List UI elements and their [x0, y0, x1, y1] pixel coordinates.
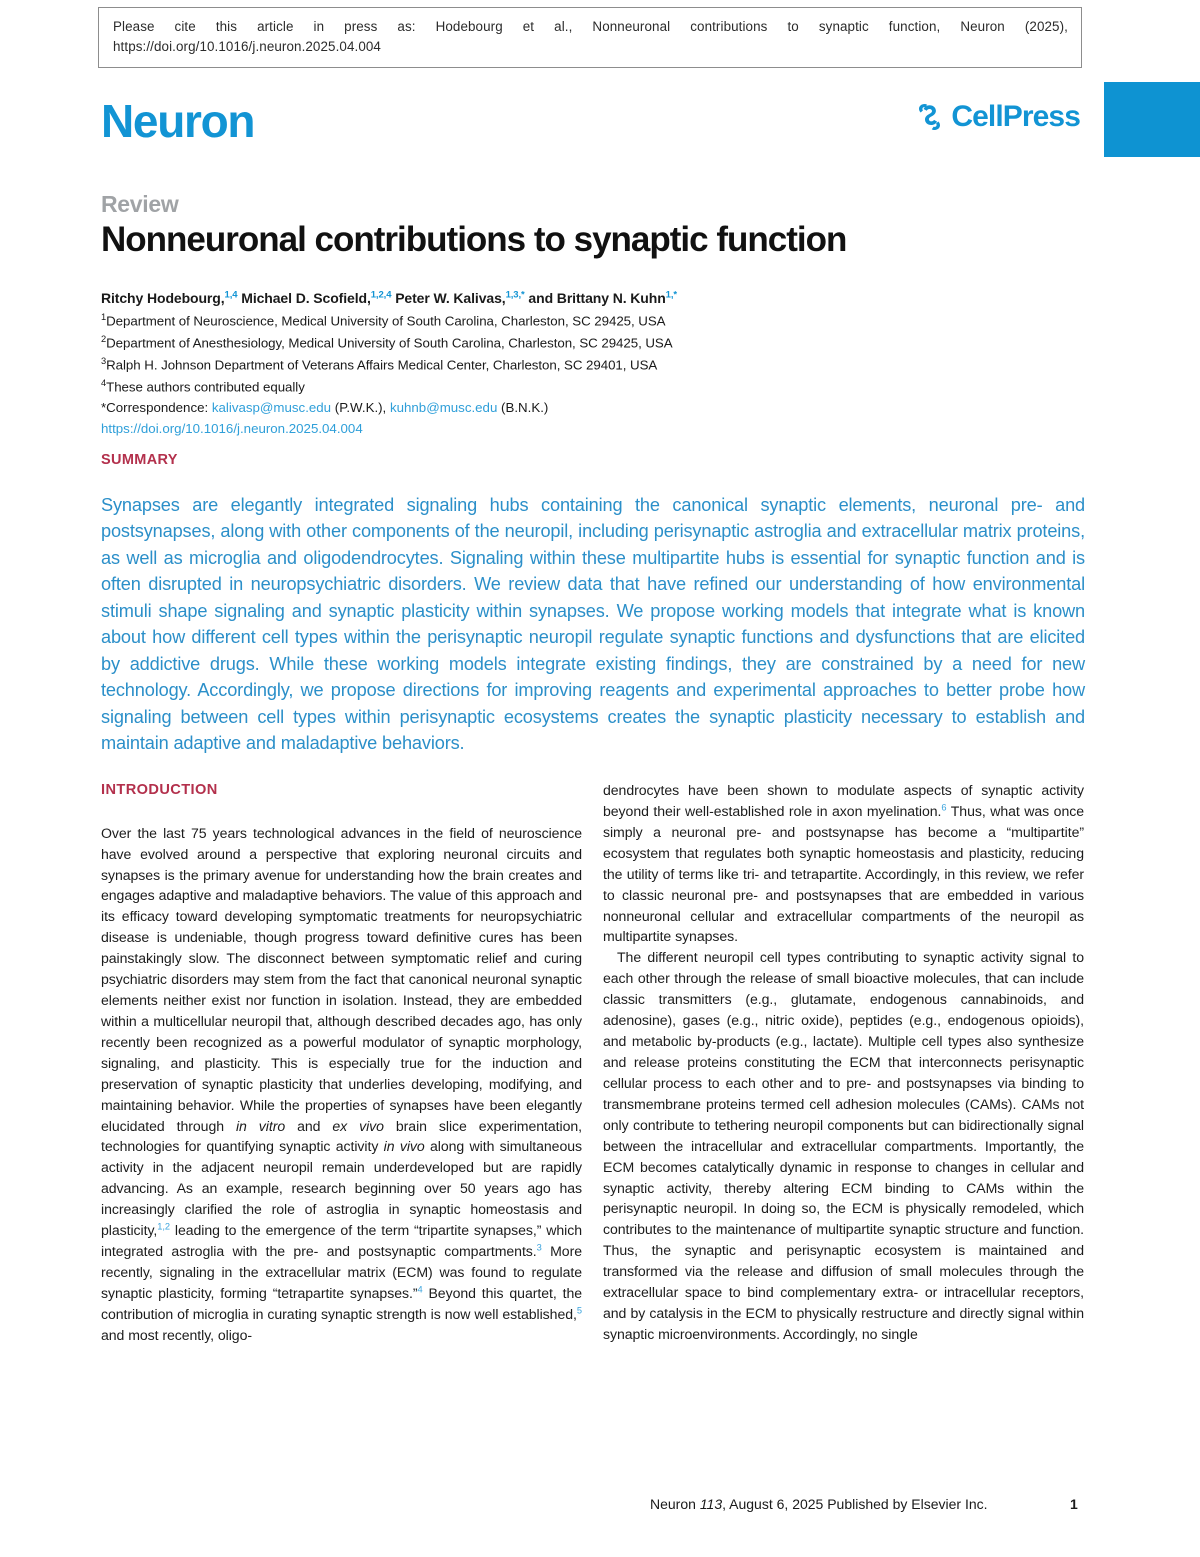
affiliation-text: Ralph H. Johnson Department of Veterans Affairs Medical Center, Charleston, SC 29401, USA: [106, 357, 658, 373]
reference-citation: 4: [417, 1284, 423, 1295]
correspondence-email-kalivas[interactable]: kalivasp@musc.edu: [211, 400, 332, 416]
body-column-left: [101, 780, 582, 1346]
reference-citation: 3: [536, 1242, 542, 1253]
paragraph-intro-2: The different neuropil cell types contributing to synaptic activity signal to each other through the release of small bioactive molecules, that can include classic transmitters (e.g., glutamate, endogenous cannabinoids, and adenosine), gases (e.g., nitric oxide), peptides (e.g., endogenous opioids), and metabolic by-products (e.g., lactate). Multiple cell types also synthesize and release proteins constituting the ECM that interconnects perisynaptic cellular process to each other and to pre- and postsynapses via binding to transmembrane proteins termed cell adhesion molecules (CAMs). CAMs not only contribute to tethering neuropil components but can bidirectionally signal between the intracellular and extracellular compartments. Importantly, the ECM becomes catalytically dynamic in response to changes in cellular and synaptic activity, thereby altering ECM binding to CAMs within the perisynaptic neuropil. In doing so, the ECM is physically remodeled, which contributes to the maintenance of multipartite synaptic structure and function. Thus, the synaptic and perisynaptic ecosystem is maintained and transformed via the release and diffusion of small molecules through the extracellular space to bind complementary extra- or intracellular receptors, and by catalysis in the ECM to physically restructure and directly signal within synaptic microenvironments. Accordingly, no single: [603, 949, 1084, 1342]
affiliation-3: [101, 354, 1085, 376]
authors-and-affiliations: [101, 288, 1085, 440]
doi-link[interactable]: https://doi.org/10.1016/j.neuron.2025.04.004: [101, 421, 363, 436]
author-affiliation-marker: 1,4: [224, 289, 238, 301]
cellpress-swirl-icon: [916, 103, 942, 131]
correspondence-email-kuhn[interactable]: kuhnb@musc.edu: [389, 400, 498, 416]
page-title: Nonneuronal contributions to synaptic function: [101, 220, 847, 260]
cellpress-logo: [916, 102, 1080, 132]
body-column-right: [603, 780, 1084, 1345]
masthead-blue-block: [1104, 82, 1200, 157]
footer-volume: 113: [699, 1496, 723, 1512]
correspondence-label: *Correspondence:: [101, 400, 209, 416]
citation-banner: [98, 7, 1082, 68]
author-name: Ritchy Hodebourg,: [101, 290, 225, 306]
affiliation-2: [101, 332, 1085, 354]
summary-heading: SUMMARY: [101, 452, 178, 468]
section-heading-introduction: INTRODUCTION: [101, 782, 218, 798]
affiliation-marker: 4: [101, 378, 107, 389]
footer-rest: , August 6, 2025 Published by Elsevier Inc.: [722, 1496, 988, 1512]
journal-logo: Neuron: [101, 95, 255, 147]
cellpress-wordmark: CellPress: [951, 100, 1080, 133]
correspondence-initials-kuhn: (B.N.K.): [501, 400, 549, 416]
author-name: Michael D. Scofield,: [237, 290, 371, 306]
masthead: [0, 82, 1200, 166]
reference-citation: 6: [941, 802, 947, 813]
footer-journal: Neuron: [650, 1496, 700, 1512]
page-number: 1: [1070, 1496, 1078, 1512]
author-name: and Brittany N. Kuhn: [524, 290, 666, 306]
author-name: Peter W. Kalivas,: [391, 290, 506, 306]
affiliation-4: [101, 376, 1085, 398]
footer-citation: [650, 1496, 988, 1512]
italic-term: ex vivo: [332, 1117, 384, 1134]
article-header: [101, 192, 1085, 261]
article-type-kicker: Review: [101, 191, 179, 217]
paragraph-intro-1-cont: dendrocytes have been shown to modulate aspects of synaptic activity beyond their well-established role in axon myelination.$^6$ Thus, what was once simply a neuronal pre- and postsynapse has become a “multipartite” ecosystem that regulates both synaptic homeostasis and plasticity, reducing the utility of terms like tri- and tetrapartite. Accordingly, in this review, we refer to classic neuronal pre- and postsynapses that are embedded in various nonneuronal cellular and extracellular compartments of the neuropil as multipartite synapses.: [603, 782, 1084, 945]
correspondence-line: [101, 398, 1085, 419]
author-line: [101, 288, 1085, 309]
doi-line: [101, 419, 1085, 440]
affiliation-marker: 3: [101, 356, 107, 367]
author-affiliation-marker: 1,2,4: [370, 289, 392, 301]
affiliation-marker: 2: [101, 334, 107, 345]
affiliation-1: [101, 310, 1085, 332]
affiliation-text: Department of Anesthesiology, Medical University of South Carolina, Charleston, SC 29425, USA: [106, 335, 673, 351]
reference-citation: 5: [576, 1305, 582, 1316]
italic-term: in vivo: [383, 1138, 425, 1155]
affiliation-text: These authors contributed equally: [106, 379, 305, 395]
citation-banner-text: Please cite this article in press as: Hodebourg et al., Nonneuronal contributions to synaptic function, Neuron (2025), https://doi.org/10.1016/j.neuron.2025.04.004: [113, 19, 1068, 54]
author-affiliation-marker: 1,*: [665, 289, 677, 301]
paragraph-intro-1: Over the last 75 years technological advances in the field of neuroscience have evolved around a perspective that exploring neuronal circuits and synapses is the primary avenue for understanding how the brain creates and engages adaptive and maladaptive behaviors. The value of this approach and its efficacy toward developing symptomatic treatments for neuropsychiatric disease is undeniable, though progress toward definitive cures has been painstakingly slow. The disconnect between symptomatic relief and curing psychiatric disorders may stem from the fact that canonical neuronal synaptic elements neither exist nor function in isolation. Instead, they are embedded within a multicellular neuropil that, although described decades ago, has only recently been recognized as a powerful modulator of synaptic morphology, signaling, and plasticity. This is especially true for the induction and preservation of synaptic plasticity that underlies developing, modifying, and maintaining behavior. While the properties of synapses have been elegantly elucidated through in vitro and ex vivo brain slice experimentation, technologies for quantifying synaptic activity in vivo along with simultaneous activity in the adjacent neuropil remain underdeveloped but are rapidly advancing. As an example, research beginning over 50 years ago has increasingly clarified the role of astroglia in synaptic homeostasis and plasticity,$^{1,2}$ leading to the emergence of the term “tripartite synapses,” which integrated astroglia with the pre- and postsynaptic compartments.$^3$ More recently, signaling in the extracellular matrix (ECM) was found to regulate synaptic plasticity, forming “tetrapartite synapses.”$^4$ Beyond this quartet, the contribution of microglia in curating synaptic strength is now well established,$^5$ and most recently, oligo-: [101, 824, 583, 1343]
author-affiliation-marker: 1,3,*: [505, 289, 525, 301]
affiliation-text: Department of Neuroscience, Medical University of South Carolina, Charleston, SC 29425, USA: [106, 313, 666, 329]
affiliation-marker: 1: [101, 312, 107, 323]
reference-citation: 1,2: [157, 1221, 171, 1232]
correspondence-initials-kalivas: (P.W.K.),: [334, 400, 387, 416]
italic-term: in vitro: [235, 1117, 286, 1134]
summary-body: Synapses are elegantly integrated signaling hubs containing the canonical synaptic elements, neuronal pre- and postsynapses, along with other components of the neuropil, including perisynaptic astroglia and extracellular matrix proteins, as well as microglia and oligodendrocytes. Signaling within these multipartite hubs is essential for synaptic function and is often disrupted in neuropsychiatric disorders. We review data that have refined our understanding of how environmental stimuli shape signaling and synaptic plasticity within synapses. We propose working models that integrate what is known about how different cell types within the perisynaptic neuropil regulate synaptic functions and dysfunctions that are elicited by addictive drugs. While these working models integrate existing findings, they are constrained by a need for new technology. Accordingly, we propose directions for improving reagents and experimental approaches to better probe how signaling between cell types within perisynaptic ecosystems creates the synaptic plasticity necessary to establish and maintain adaptive and maladaptive behaviors.: [101, 495, 1085, 754]
